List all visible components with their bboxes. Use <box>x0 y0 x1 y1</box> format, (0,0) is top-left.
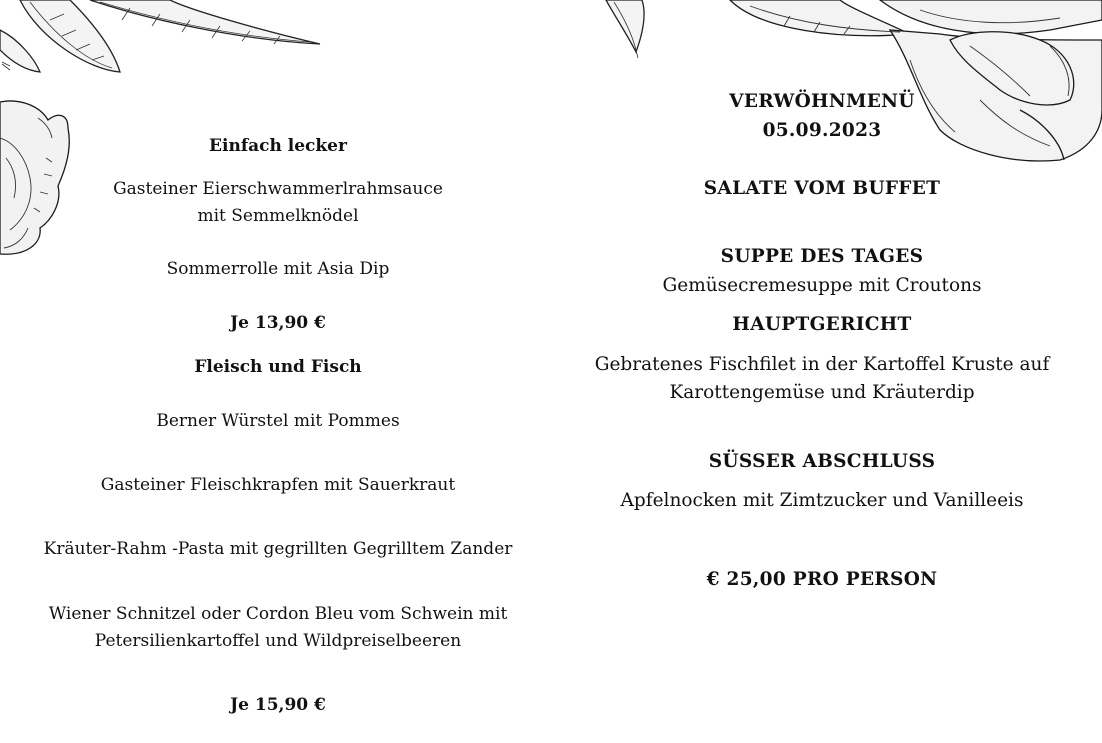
section-heading-suesser-abschluss: SÜSSER ABSCHLUSS <box>708 451 936 472</box>
section-heading-salate: SALATE VOM BUFFET <box>703 178 941 199</box>
menu-item-eierschwammerl-line1: Gasteiner Eierschwammerlrahmsauce <box>113 179 443 199</box>
section-heading-suppe: SUPPE DES TAGES <box>720 246 924 267</box>
menu-item-schnitzel-line2: Petersilienkartoffel und Wildpreiselbeeren <box>94 631 462 651</box>
section-heading-fleisch-und-fisch: Fleisch und Fisch <box>194 357 362 377</box>
menu-date: 05.09.2023 <box>762 120 882 141</box>
menu-price-per-person: € 25,00 PRO PERSON <box>706 569 938 590</box>
menu-item-schnitzel-line1: Wiener Schnitzel oder Cordon Bleu vom Schwein mit <box>48 604 508 624</box>
leaves-top-left-illustration <box>0 0 330 90</box>
section-heading-einfach-lecker: Einfach lecker <box>209 136 347 156</box>
leaves-top-center-illustration <box>600 0 680 60</box>
menu-item-eierschwammerl-line2: mit Semmelknödel <box>197 206 359 226</box>
menu-item-sommerrolle: Sommerrolle mit Asia Dip <box>166 259 390 279</box>
menu-item-suppe: Gemüsecremesuppe mit Croutons <box>662 275 982 296</box>
menu-item-fleischkrapfen: Gasteiner Fleischkrapfen mit Sauerkraut <box>100 475 456 495</box>
menu-title: VERWÖHNMENÜ <box>729 91 915 112</box>
section-heading-hauptgericht: HAUPTGERICHT <box>732 314 912 335</box>
menu-item-fischfilet-line2: Karottengemüse und Kräuterdip <box>669 382 975 403</box>
menu-item-fischfilet-line1: Gebratenes Fischfilet in der Kartoffel Kruste auf <box>594 354 1050 375</box>
price-section2: Je 15,90 € <box>230 695 326 715</box>
menu-item-pasta-zander: Kräuter-Rahm -Pasta mit gegrillten Gegrilltem Zander <box>43 539 513 559</box>
price-section1: Je 13,90 € <box>230 313 326 333</box>
menu-item-berner-wuerstel: Berner Würstel mit Pommes <box>156 411 400 431</box>
menu-item-apfelnocken: Apfelnocken mit Zimtzucker und Vanilleeis <box>620 490 1024 511</box>
flower-left-illustration <box>0 98 72 258</box>
